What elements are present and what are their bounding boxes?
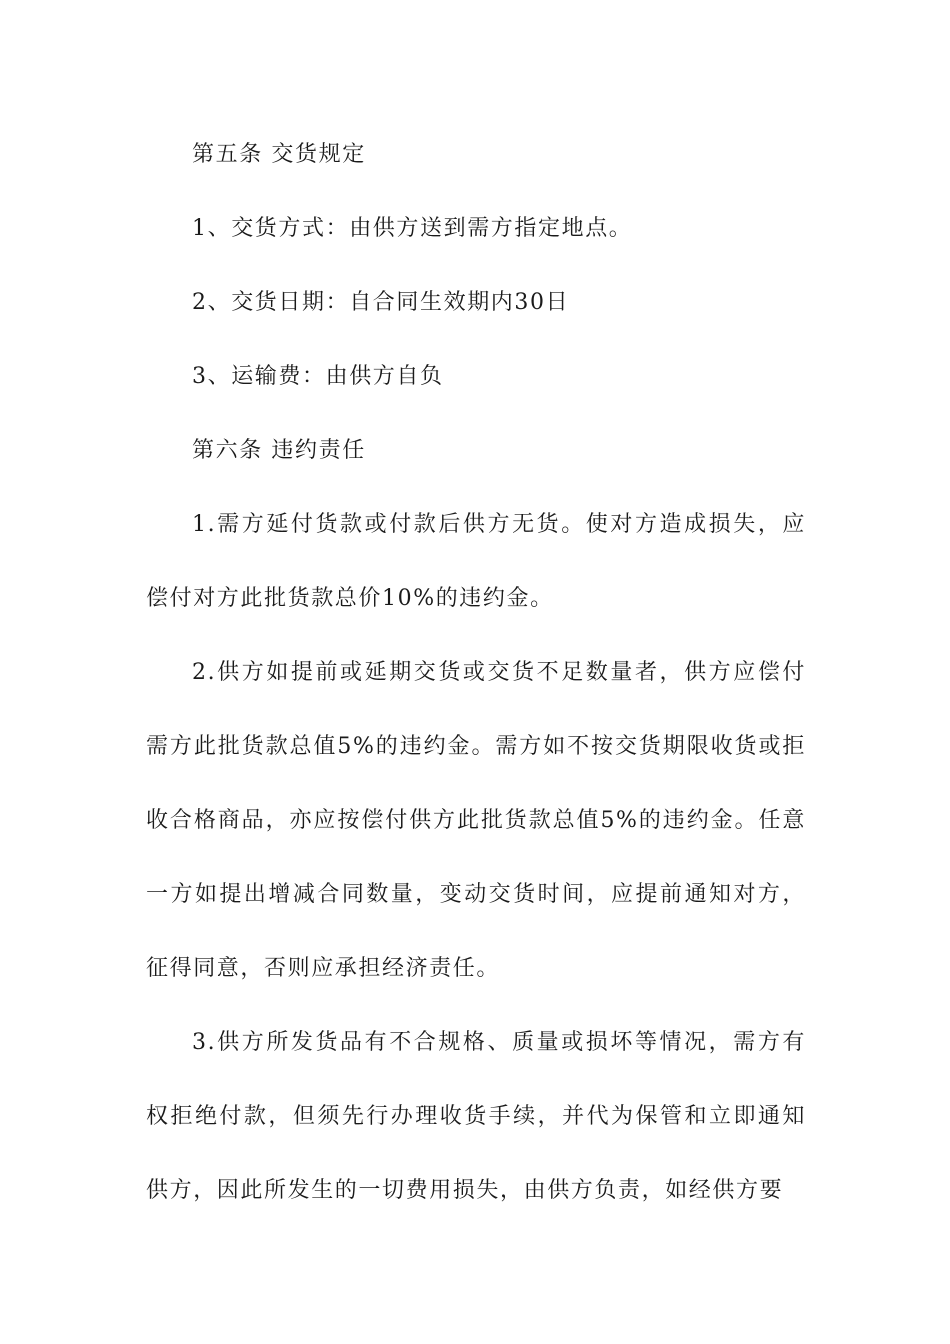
transport-fee-clause: 3、运输费：由供方自负 [192, 364, 444, 389]
delivery-method-clause: 1、交货方式：由供方送到需方指定地点。 [192, 216, 633, 241]
section-heading-delivery: 第五条 交货规定 [192, 142, 366, 167]
delivery-date-clause: 2、交货日期：自合同生效期内30日 [192, 290, 570, 315]
liability-clause-1: 1.需方延付货款或付款后供方无货。使对方造成损失，应偿付对方此批货款总价10%的违约金。 [146, 512, 806, 611]
liability-clause-3: 3.供方所发货品有不合规格、质量或损坏等情况，需方有权拒绝付款，但须先行办理收货手续，并代为保管和立即通知供方，因此所发生的一切费用损失，由供方负责，如经供方要 [146, 1030, 806, 1203]
section-heading-liability: 第六条 违约责任 [192, 438, 366, 463]
document-page [146, 118, 806, 1228]
liability-clause-2: 2.供方如提前或延期交货或交货不足数量者，供方应偿付需方此批货款总值5%的违约金。需方如不按交货期限收货或拒收合格商品，亦应按偿付供方此批货款总值5%的违约金。任意一方如提出增减合同数量，变动交货时间，应提前通知对方，征得同意，否则应承担经济责任。 [146, 660, 806, 981]
